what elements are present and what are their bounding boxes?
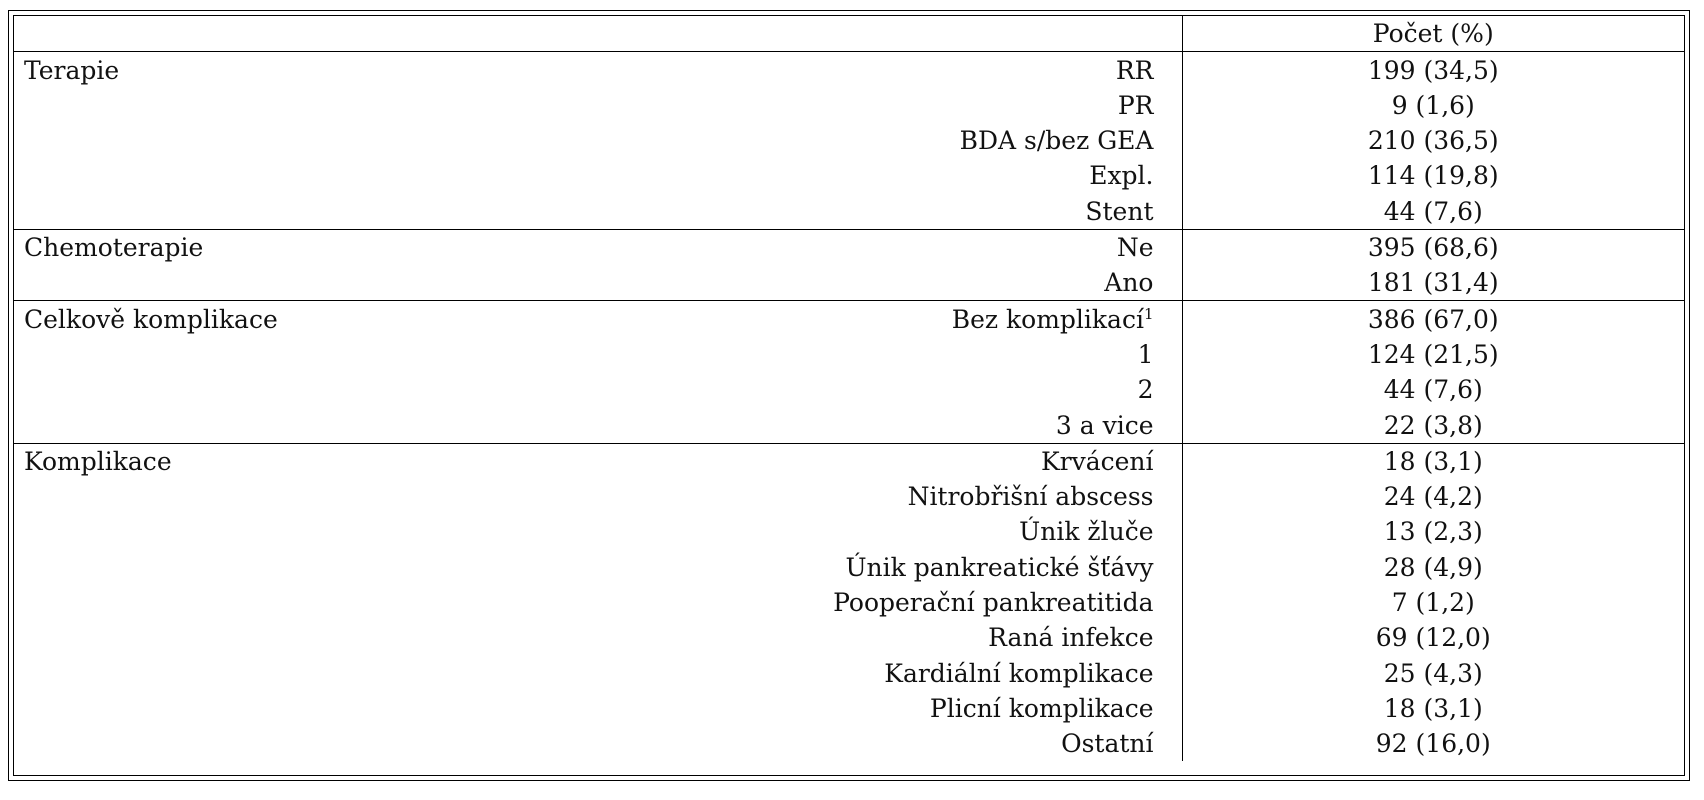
table-row — [14, 123, 1684, 158]
value-cell: 24 (4,2) — [1182, 479, 1684, 514]
value-cell: 44 (7,6) — [1182, 372, 1684, 407]
table-inner-frame — [13, 15, 1685, 776]
row-label — [24, 123, 1172, 158]
group-name: Komplikace — [24, 446, 172, 476]
value-cell: 25 (4,3) — [1182, 655, 1684, 690]
value-cell: 13 (2,3) — [1182, 514, 1684, 549]
row-label — [24, 194, 1172, 229]
row-label-text: Ne — [1116, 233, 1154, 263]
table-row — [14, 479, 1684, 514]
table-row — [14, 52, 1684, 88]
label-cell — [14, 372, 1182, 407]
label-cell — [14, 193, 1182, 229]
row-label-text: Ostatní — [1061, 729, 1154, 759]
table-row — [14, 301, 1684, 337]
label-cell — [14, 337, 1182, 372]
value-cell: 28 (4,9) — [1182, 549, 1684, 584]
table-row — [14, 655, 1684, 690]
row-label-text: Pooperační pankreatitida — [833, 588, 1154, 618]
row-label-text: 2 — [1137, 375, 1154, 405]
value-cell: 395 (68,6) — [1182, 229, 1684, 265]
value-cell: 199 (34,5) — [1182, 52, 1684, 88]
header-row — [14, 16, 1684, 52]
table-row — [14, 585, 1684, 620]
label-cell — [14, 655, 1182, 690]
row-label-text: RR — [1115, 55, 1154, 85]
label-cell — [14, 726, 1182, 761]
footnote-marker: 1 — [1143, 304, 1154, 323]
table-row — [14, 691, 1684, 726]
row-label — [24, 88, 1172, 123]
table-row — [14, 514, 1684, 549]
table-row — [14, 443, 1684, 479]
group-name: Chemoterapie — [24, 233, 204, 263]
table-row — [14, 158, 1684, 193]
value-cell: 114 (19,8) — [1182, 158, 1684, 193]
group-name: Celkově komplikace — [24, 304, 278, 334]
value-cell: 92 (16,0) — [1182, 726, 1684, 761]
row-label-text: Kardiální komplikace — [884, 658, 1154, 688]
row-label-text: 3 a vice — [1055, 410, 1154, 440]
table-row — [14, 549, 1684, 584]
row-label — [24, 53, 1172, 88]
row-label-text: Expl. — [1089, 161, 1154, 191]
row-label-text: 1 — [1137, 339, 1154, 369]
label-cell — [14, 549, 1182, 584]
table-row — [14, 407, 1684, 443]
table-frame — [8, 10, 1690, 781]
table-row — [14, 726, 1684, 761]
value-cell: 7 (1,2) — [1182, 585, 1684, 620]
row-label — [24, 514, 1172, 549]
label-cell — [14, 514, 1182, 549]
row-label-text: PR — [1117, 90, 1154, 120]
label-cell — [14, 229, 1182, 265]
row-label — [24, 337, 1172, 372]
label-cell — [14, 691, 1182, 726]
value-cell: 9 (1,6) — [1182, 88, 1684, 123]
group-name: Terapie — [24, 55, 120, 85]
row-label-text: Nitrobřišní abscess — [907, 482, 1154, 512]
value-cell: 181 (31,4) — [1182, 265, 1684, 301]
row-label-text: BDA s/bez GEA — [959, 126, 1154, 156]
table-row — [14, 193, 1684, 229]
table-row — [14, 620, 1684, 655]
table-row — [14, 88, 1684, 123]
label-cell — [14, 443, 1182, 479]
table-row — [14, 229, 1684, 265]
label-cell — [14, 265, 1182, 301]
label-cell — [14, 585, 1182, 620]
row-label — [24, 265, 1172, 300]
value-cell: 124 (21,5) — [1182, 337, 1684, 372]
row-label-text: Stent — [1085, 196, 1154, 226]
value-cell: 18 (3,1) — [1182, 443, 1684, 479]
label-cell — [14, 52, 1182, 88]
row-label-text: Krvácení — [1040, 446, 1154, 476]
row-label-text: Raná infekce — [988, 623, 1154, 653]
label-cell — [14, 479, 1182, 514]
row-label-text: Únik pankreatické šťávy — [845, 552, 1154, 582]
value-cell: 210 (36,5) — [1182, 123, 1684, 158]
label-cell — [14, 88, 1182, 123]
label-cell — [14, 123, 1182, 158]
table-body — [14, 16, 1684, 761]
data-table — [14, 16, 1684, 761]
table-row — [14, 265, 1684, 301]
row-label — [24, 585, 1172, 620]
label-cell — [14, 301, 1182, 337]
value-cell: 22 (3,8) — [1182, 407, 1684, 443]
row-label-text: Ano — [1104, 268, 1154, 298]
row-label — [24, 158, 1172, 193]
label-cell — [14, 407, 1182, 443]
row-label — [24, 550, 1172, 585]
header-count-percent: Počet (%) — [1182, 16, 1684, 52]
row-label-text: Bez komplikací — [951, 304, 1144, 334]
label-cell — [14, 620, 1182, 655]
row-label — [24, 656, 1172, 691]
value-cell: 69 (12,0) — [1182, 620, 1684, 655]
row-label — [24, 726, 1172, 761]
row-label — [24, 444, 1172, 479]
row-label-text: Plicní komplikace — [929, 693, 1154, 723]
row-label — [24, 691, 1172, 726]
value-cell: 386 (67,0) — [1182, 301, 1684, 337]
row-label — [24, 479, 1172, 514]
row-label — [24, 620, 1172, 655]
row-label-text: Únik žluče — [1019, 517, 1154, 547]
label-cell — [14, 158, 1182, 193]
value-cell: 44 (7,6) — [1182, 193, 1684, 229]
table-row — [14, 372, 1684, 407]
table-row — [14, 337, 1684, 372]
value-cell: 18 (3,1) — [1182, 691, 1684, 726]
header-empty-cell — [14, 16, 1182, 52]
row-label — [24, 408, 1172, 443]
row-label — [24, 372, 1172, 407]
